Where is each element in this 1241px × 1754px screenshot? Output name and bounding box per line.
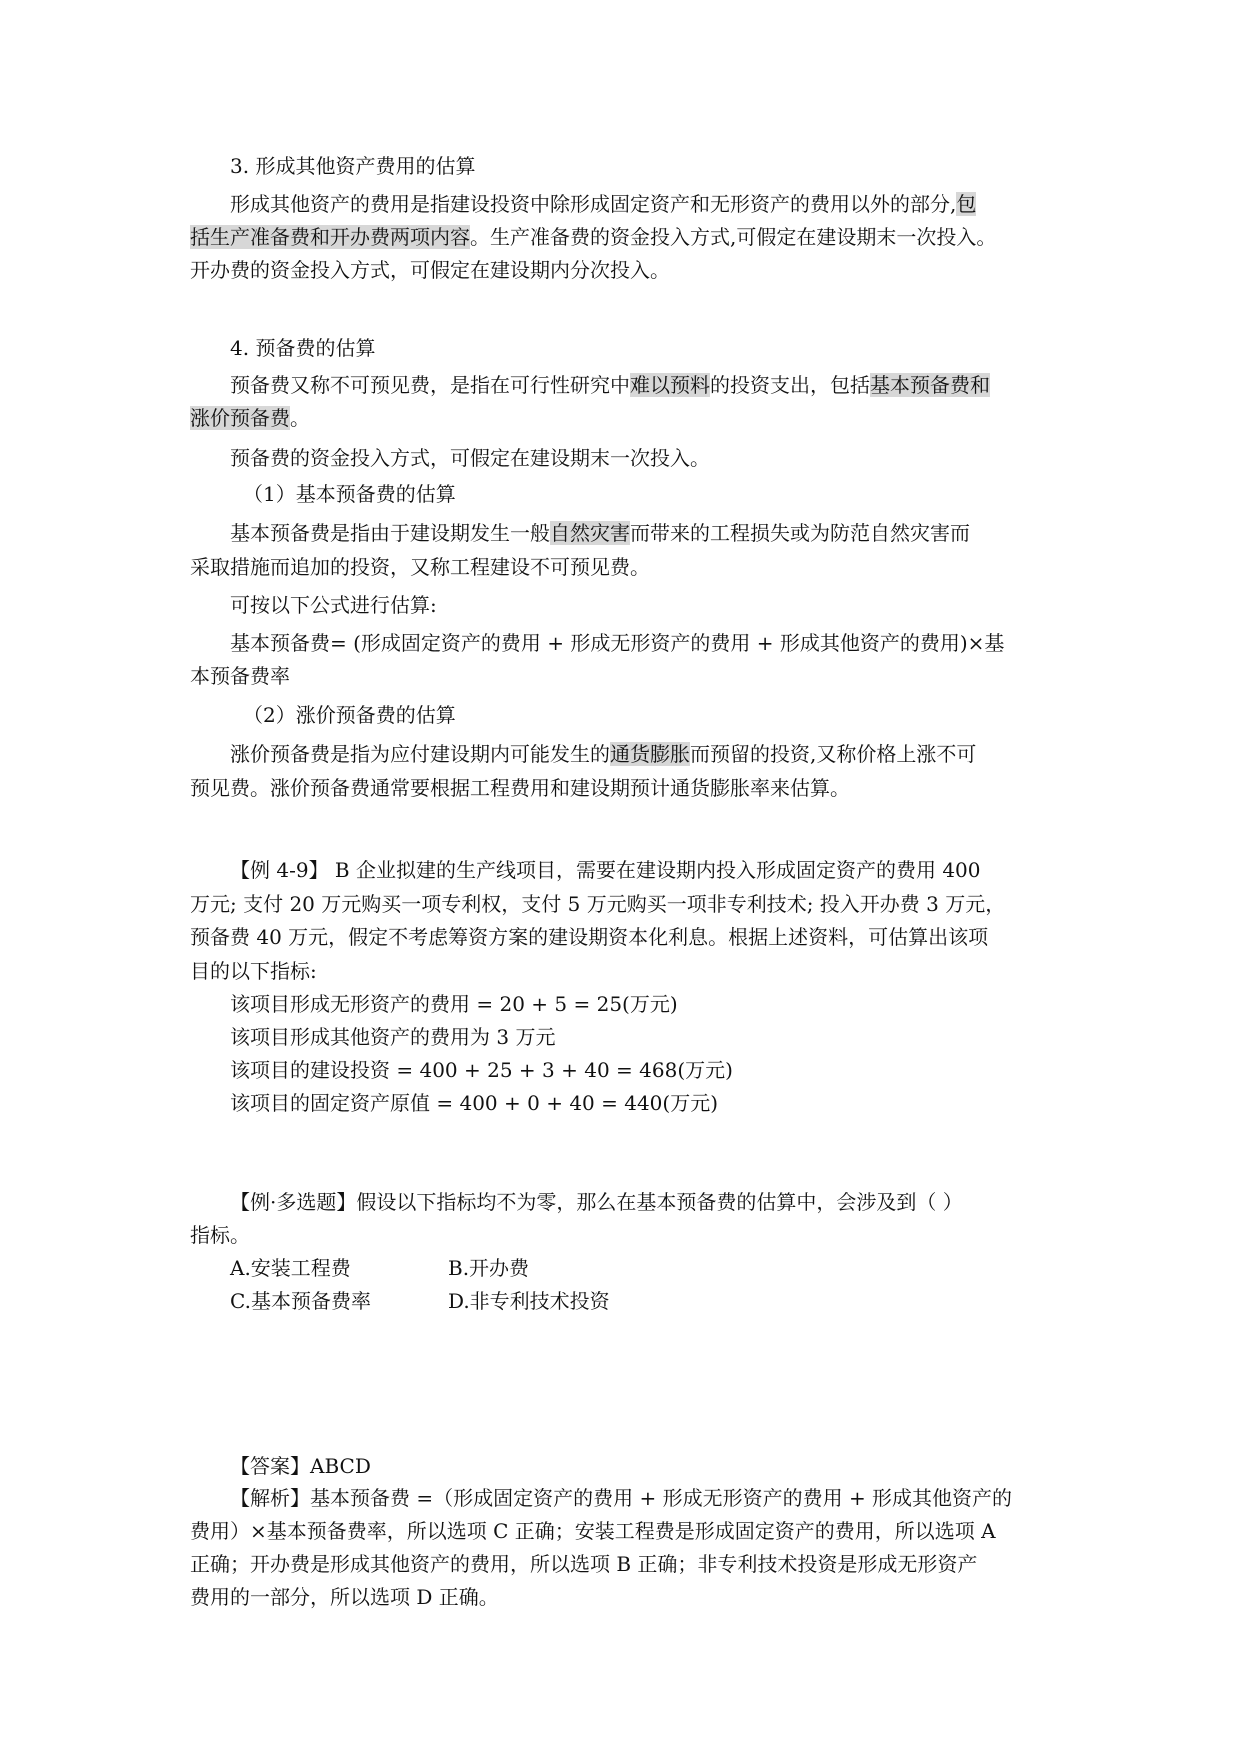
highlighted-text: 通货膨胀 [610,742,690,766]
explanation-line: 正确；开办费是形成其他资产的费用，所以选项 B 正确；非专利技术投资是形成无形资产 [190,1552,978,1576]
explanation-line: 费用）×基本预备费率，所以选项 C 正确；安装工程费是形成固定资产的费用，所以选项 A [190,1519,996,1543]
highlighted-text: 基本预备费和 [870,373,990,397]
section-heading: 3. 形成其他资产费用的估算 [230,154,476,178]
paragraph-line: 开办费的资金投入方式，可假定在建设期内分次投入。 [190,258,670,282]
paragraph-line [230,740,976,768]
paragraph-line: 可按以下公式进行估算: [230,593,437,617]
highlighted-text: 涨价预备费 [190,406,290,430]
highlighted-text: 包 [956,192,977,216]
paragraph-line [230,190,976,218]
option-c: C.基本预备费率 [230,1289,371,1313]
subsection-heading: （1）基本预备费的估算 [243,482,456,506]
option-b: B.开办费 [448,1256,530,1280]
paragraph-line [190,404,310,432]
answer-label: 【答案】ABCD [230,1454,371,1478]
formula-line: 本预备费率 [190,664,290,688]
subsection-heading: （2）涨价预备费的估算 [243,703,456,727]
paragraph-line [190,223,996,251]
calculation-line: 该项目形成无形资产的费用 = 20 + 5 = 25(万元) [230,992,678,1016]
paragraph-line: 预见费。涨价预备费通常要根据工程费用和建设期预计通货膨胀率来估算。 [190,776,850,800]
question-line: 指标。 [190,1223,250,1247]
explanation-line: 【解析】基本预备费 =（形成固定资产的费用 + 形成无形资产的费用 + 形成其他资产的 [230,1486,1013,1510]
text-run: 而预留的投资,又称价格上涨不可 [690,742,977,766]
section-heading: 4. 预备费的估算 [230,336,376,360]
paragraph-line [230,519,970,547]
example-line: 万元; 支付 20 万元购买一项专利权，支付 5 万元购买一项非专利技术; 投入开办费 3 万元， [190,892,1006,916]
paragraph-line: 预备费的资金投入方式，可假定在建设期末一次投入。 [230,446,710,470]
calculation-line: 该项目的固定资产原值 = 400 + 0 + 40 = 440(万元) [230,1091,719,1115]
text-run: 基本预备费是指由于建设期发生一般 [230,521,550,545]
example-line: 【例 4-9】 B 企业拟建的生产线项目，需要在建设期内投入形成固定资产的费用 400 [230,858,981,882]
example-line: 预备费 40 万元，假定不考虑筹资方案的建设期资本化利息。根据上述资料，可估算出该项 [190,925,989,949]
explanation-line: 费用的一部分，所以选项 D 正确。 [190,1585,499,1609]
calculation-line: 该项目形成其他资产的费用为 3 万元 [230,1025,556,1049]
text-run: 涨价预备费是指为应付建设期内可能发生的 [230,742,610,766]
text-run: 。生产准备费的资金投入方式,可假定在建设期末一次投入。 [470,225,997,249]
formula-line: 基本预备费= (形成固定资产的费用 + 形成无形资产的费用 + 形成其他资产的费用)×基 [230,631,1005,655]
paragraph-line: 采取措施而追加的投资，又称工程建设不可预见费。 [190,555,650,579]
highlighted-text: 难以预料 [630,373,710,397]
text-run: 。 [290,406,310,430]
highlighted-text: 括生产准备费和开办费两项内容 [190,225,470,249]
highlighted-text: 自然灾害 [550,521,630,545]
text-run: 的投资支出，包括 [710,373,870,397]
question-line: 【例·多选题】假设以下指标均不为零，那么在基本预备费的估算中，会涉及到（ ） [230,1190,963,1214]
option-a: A.安装工程费 [230,1256,351,1280]
text-run: 预备费又称不可预见费，是指在可行性研究中 [230,373,630,397]
text-run: 形成其他资产的费用是指建设投资中除形成固定资产和无形资产的费用以外的部分, [230,192,957,216]
option-d: D.非专利技术投资 [448,1289,610,1313]
example-line: 目的以下指标: [190,959,317,983]
paragraph-line [230,371,990,399]
calculation-line: 该项目的建设投资 = 400 + 25 + 3 + 40 = 468(万元) [230,1058,733,1082]
text-run: 而带来的工程损失或为防范自然灾害而 [630,521,970,545]
